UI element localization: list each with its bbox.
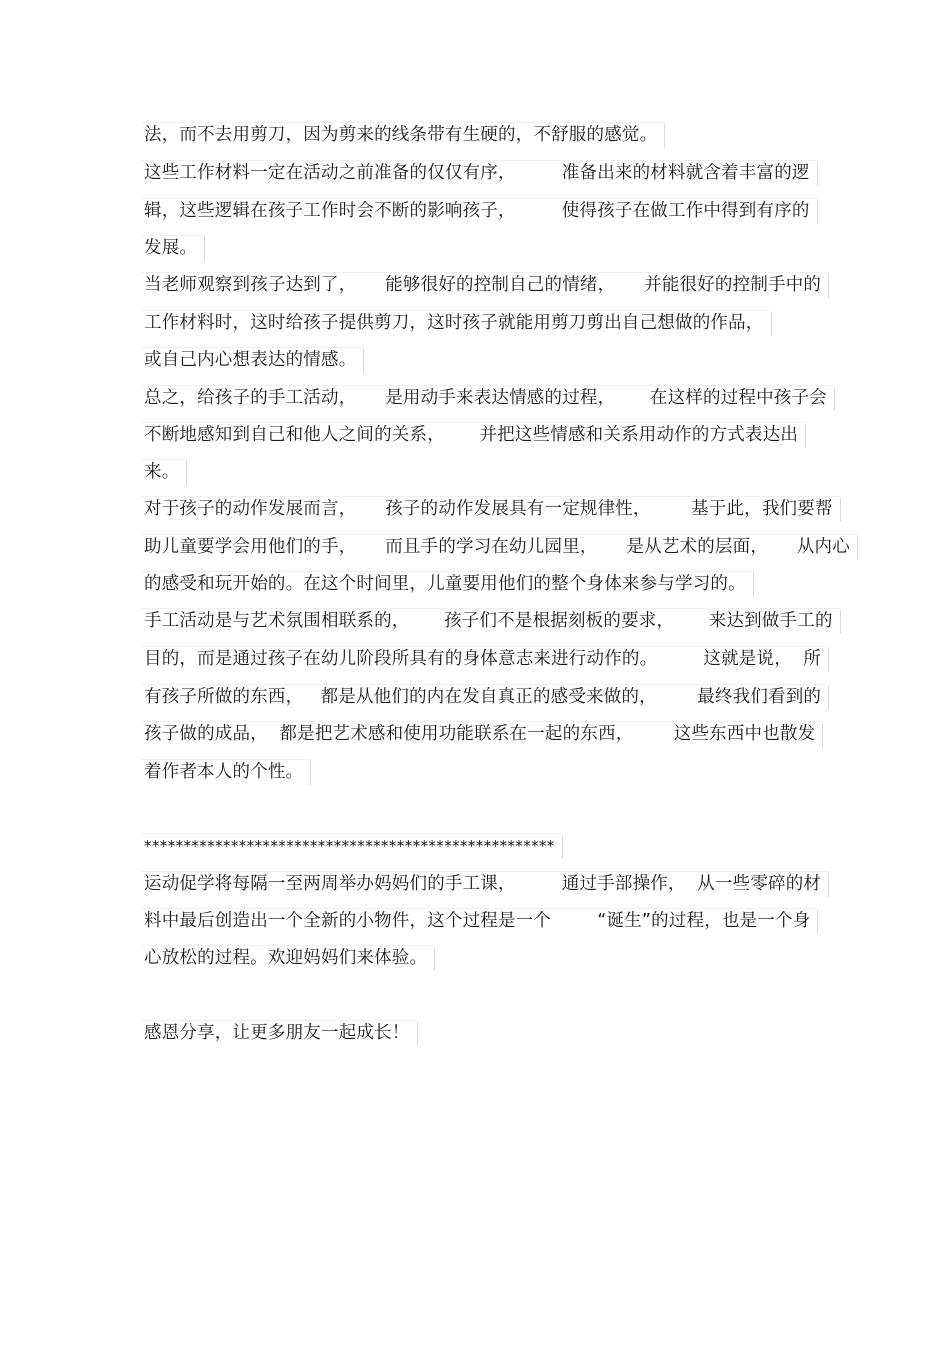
text-line: 有孩子所做的东西， 都是从他们的内在发自真正的感受来做的， 最终我们看到的: [144, 682, 829, 712]
text-line: 来。: [144, 457, 187, 487]
text-line: 总之，给孩子的手工活动， 是用动手来表达情感的过程， 在这样的过程中孩子会: [144, 383, 835, 413]
text-line: 助儿童要学会用他们的手， 而且手的学习在幼儿园里， 是从艺术的层面， 从内心: [144, 532, 858, 562]
closing-line: 感恩分享，让更多朋友一起成长！: [144, 1018, 418, 1048]
text-line: 着作者本人的个性。: [144, 757, 311, 787]
text-line: 当老师观察到孩子达到了， 能够很好的控制自己的情绪， 并能很好的控制手中的: [144, 270, 829, 300]
text-line: 心放松的过程。欢迎妈妈们来体验。: [144, 943, 435, 973]
text-line: 对于孩子的动作发展而言， 孩子的动作发展具有一定规律性， 基于此，我们要帮: [144, 494, 841, 524]
text-line: 发展。: [144, 233, 205, 263]
text-line: 运动促学将每隔一至两周举办妈妈们的手工课， 通过手部操作， 从一些零碎的材: [144, 869, 829, 899]
text-line: 或自己内心想表达的情感。: [144, 345, 364, 375]
text-line: 的感受和玩开始的。在这个时间里，儿童要用他们的整个身体来参与学习的。: [144, 569, 754, 599]
text-line: 手工活动是与艺术氛围相联系的， 孩子们不是根据刻板的要求， 来达到做手工的: [144, 606, 841, 636]
text-line: 工作材料时，这时给孩子提供剪刀，这时孩子就能用剪刀剪出自己想做的作品，: [144, 308, 772, 338]
text-line: 法，而不去用剪刀，因为剪来的线条带有生硬的，不舒服的感觉。: [144, 120, 665, 150]
text-line: 这些工作材料一定在活动之前准备的仅仅有序， 准备出来的材料就含着丰富的逻: [144, 158, 818, 188]
separator-stars: ****************************************************: [144, 831, 563, 861]
text-line: 目的，而是通过孩子在幼儿阶段所具有的身体意志来进行动作的。 这就是说， 所: [144, 644, 829, 674]
text-line: 料中最后创造出一个全新的小物件，这个过程是一个 “诞生”的过程，也是一个身: [144, 906, 818, 936]
text-line: 辑，这些逻辑在孩子工作时会不断的影响孩子， 使得孩子在做工作中得到有序的: [144, 196, 818, 226]
text-line: 不断地感知到自己和他人之间的关系， 并把这些情感和关系用动作的方式表达出: [144, 420, 806, 450]
text-line: 孩子做的成品， 都是把艺术感和使用功能联系在一起的东西， 这些东西中也散发: [144, 719, 823, 749]
